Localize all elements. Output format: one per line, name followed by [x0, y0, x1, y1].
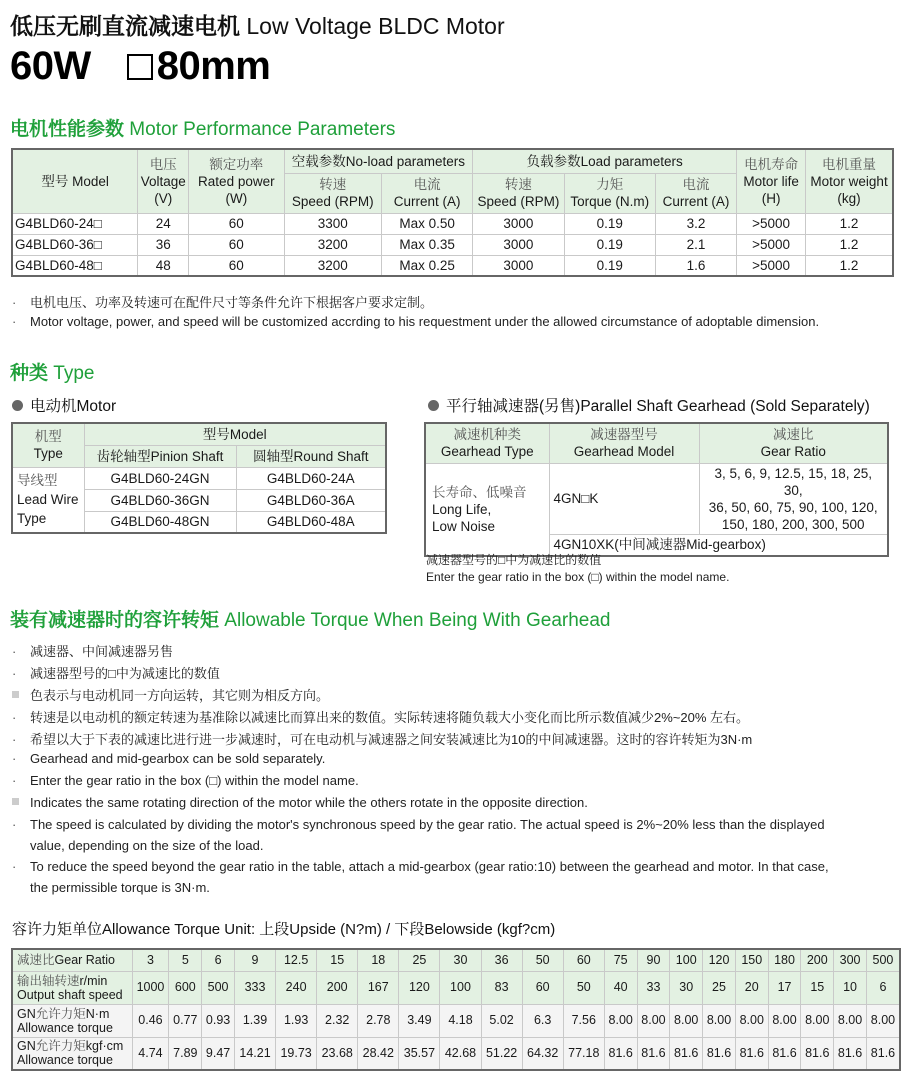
torque-nm-cell: 8.00 — [637, 1004, 670, 1037]
motor-header-model: 型号Model — [84, 423, 386, 445]
gray-square-icon — [12, 798, 19, 805]
gear-header-model: 减速器型号 Gearhead Model — [549, 423, 699, 463]
ratio-cell: 5 — [169, 949, 202, 971]
torque-note: · 减速器型号的□中为减速比的数值 — [12, 666, 220, 681]
torque-nm-cell: 0.93 — [202, 1004, 235, 1037]
section-type-en: Type — [53, 363, 95, 384]
bullet-dot-icon: · — [12, 644, 17, 659]
torque-table — [11, 948, 901, 1071]
table-row — [12, 213, 893, 234]
table-row — [12, 234, 893, 255]
pinion-model: G4BLD60-36GN — [84, 489, 236, 511]
ratio-cell: 30 — [440, 949, 481, 971]
ratio-cell: 6 — [202, 949, 235, 971]
cell-l-speed: 3000 — [473, 234, 564, 255]
torque-nm-cell: 4.18 — [440, 1004, 481, 1037]
ratio-cell: 75 — [604, 949, 637, 971]
ratio-cell: 9 — [234, 949, 275, 971]
torque-note: · 减速器、中间减速器另售 — [12, 644, 174, 659]
header-l-current: 电流 Current (A) — [655, 173, 736, 213]
page-title — [10, 8, 505, 41]
header-l-speed: 转速 Speed (RPM) — [473, 173, 564, 213]
frame-size: 80mm — [156, 44, 271, 88]
cell-nl-speed: 3300 — [284, 213, 381, 234]
section-performance-heading — [10, 114, 395, 141]
bullet-dot-icon: · — [12, 773, 17, 788]
speed-cell: 6 — [866, 971, 900, 1004]
torque-note: value, depending on the size of the load. — [30, 838, 264, 853]
torque-kgf-cell: 35.57 — [399, 1037, 440, 1070]
torque-note: · Enter the gear ratio in the box (□) within the model name. — [12, 773, 359, 788]
speed-cell: 33 — [637, 971, 670, 1004]
cell-nl-current: Max 0.25 — [381, 255, 472, 276]
performance-table — [11, 148, 894, 277]
torque-nm-cell: 8.00 — [670, 1004, 703, 1037]
cell-l-torque: 0.19 — [564, 255, 655, 276]
spec-headline — [10, 44, 270, 89]
cell-nl-current: Max 0.35 — [381, 234, 472, 255]
torque-note: · To reduce the speed beyond the gear ratio in the table, attach a mid-gearbox (gear ratio:10) between the gearhead and motor. In that case, — [12, 859, 829, 874]
gear-header-ratio: 减速比 Gear Ratio — [699, 423, 888, 463]
header-nl-current: 电流 Current (A) — [381, 173, 472, 213]
perf-note-cn: · 电机电压、功率及转速可在配件尺寸等条件允许下根据客户要求定制。 — [12, 295, 434, 310]
torque-kgf-cell: 81.6 — [637, 1037, 670, 1070]
bullet-dot-icon: · — [12, 666, 17, 681]
power-rating: 60W — [10, 44, 91, 88]
header-weight: 电机重量 Motor weight (kg) — [806, 149, 893, 213]
speed-cell: 40 — [604, 971, 637, 1004]
section-torque-heading — [10, 605, 611, 632]
pinion-model: G4BLD60-48GN — [84, 511, 236, 533]
torque-nm-cell: 7.56 — [563, 1004, 604, 1037]
torque-kgf-cell: 28.42 — [358, 1037, 399, 1070]
perf-note-en: · Motor voltage, power, and speed will be customized accrding to his requestment under the allowed circumstance of adoptable dimension. — [12, 314, 820, 329]
torque-kgf-cell: 9.47 — [202, 1037, 235, 1070]
torque-kgf-row — [12, 1037, 900, 1070]
gear-model: 4GN□K — [549, 463, 699, 534]
ratio-cell: 200 — [801, 949, 834, 971]
torque-kgf-cell: 81.6 — [834, 1037, 867, 1070]
speed-cell: 100 — [440, 971, 481, 1004]
gear-note-en: Enter the gear ratio in the box (□) within the model name. — [426, 570, 730, 584]
torque-kgf-cell: 7.89 — [169, 1037, 202, 1070]
torque-kgf-cell: 4.74 — [132, 1037, 169, 1070]
cell-weight: 1.2 — [806, 255, 893, 276]
table-row — [12, 467, 386, 489]
torque-nm-cell: 3.49 — [399, 1004, 440, 1037]
speed-row — [12, 971, 900, 1004]
header-voltage: 电压 Voltage (V) — [138, 149, 189, 213]
ratio-cell: 50 — [522, 949, 563, 971]
speed-cell: 50 — [563, 971, 604, 1004]
torque-note: · The speed is calculated by dividing the motor's synchronous speed by the gear ratio. The actual speed is 2%~20% less than the displayed — [12, 817, 825, 832]
torque-nm-cell: 8.00 — [768, 1004, 801, 1037]
header-load: 负载参数Load parameters — [473, 149, 737, 173]
header-l-torque: 力矩 Torque (N.m) — [564, 173, 655, 213]
torque-kgf-cell: 81.6 — [768, 1037, 801, 1070]
header-model: 型号 Model — [12, 149, 138, 213]
cell-l-torque: 0.19 — [564, 234, 655, 255]
torque-nm-cell: 6.3 — [522, 1004, 563, 1037]
speed-cell: 240 — [276, 971, 317, 1004]
bullet-dot-icon: · — [12, 751, 17, 766]
cell-weight: 1.2 — [806, 213, 893, 234]
cell-model: G4BLD60-48□ — [12, 255, 138, 276]
performance-header-row — [12, 149, 893, 173]
torque-kgf-row-label: GN允许力矩kgf·cm Allowance torque — [12, 1037, 132, 1070]
torque-note: the permissible torque is 3N·m. — [30, 880, 210, 895]
speed-row-label: 输出轴转速r/min Output shaft speed — [12, 971, 132, 1004]
ratio-cell: 12.5 — [276, 949, 317, 971]
torque-nm-cell: 8.00 — [703, 1004, 736, 1037]
cell-voltage: 24 — [138, 213, 189, 234]
cell-weight: 1.2 — [806, 234, 893, 255]
torque-kgf-cell: 81.6 — [866, 1037, 900, 1070]
torque-nm-cell: 1.93 — [276, 1004, 317, 1037]
torque-nm-cell: 8.00 — [834, 1004, 867, 1037]
round-model: G4BLD60-36A — [236, 489, 386, 511]
speed-cell: 17 — [768, 971, 801, 1004]
gearhead-subheading: 平行轴减速器(另售)Parallel Shaft Gearhead (Sold Separately) — [428, 394, 870, 416]
speed-cell: 30 — [670, 971, 703, 1004]
torque-kgf-cell: 77.18 — [563, 1037, 604, 1070]
bullet-dot-icon: · — [12, 817, 17, 832]
torque-note: 色表示与电动机同一方向运转，其它则为相反方向。 — [12, 685, 329, 704]
ratio-cell: 500 — [866, 949, 900, 971]
speed-cell: 167 — [358, 971, 399, 1004]
ratio-row-label: 减速比Gear Ratio — [12, 949, 132, 971]
torque-nm-cell: 8.00 — [801, 1004, 834, 1037]
header-power: 额定功率 Rated power (W) — [189, 149, 284, 213]
cell-nl-current: Max 0.50 — [381, 213, 472, 234]
ratio-cell: 120 — [703, 949, 736, 971]
gear-midgearbox: 4GN10XK(中间减速器Mid-gearbox) — [549, 534, 888, 556]
gearhead-table — [424, 422, 889, 557]
square-frame-icon — [127, 54, 153, 80]
table-row — [12, 255, 893, 276]
section-type-cn: 种类 — [10, 363, 49, 384]
speed-cell: 120 — [399, 971, 440, 1004]
speed-cell: 20 — [735, 971, 768, 1004]
section-performance-cn: 电机性能参数 — [10, 119, 125, 140]
ratio-cell: 180 — [768, 949, 801, 971]
torque-nm-cell: 1.39 — [234, 1004, 275, 1037]
ratio-cell: 60 — [563, 949, 604, 971]
motor-type-table — [11, 422, 387, 534]
gear-header-type: 减速机种类 Gearhead Type — [425, 423, 549, 463]
ratio-cell: 150 — [735, 949, 768, 971]
torque-note: · Gearhead and mid-gearbox can be sold separately. — [12, 751, 326, 766]
torque-nm-cell: 2.78 — [358, 1004, 399, 1037]
torque-kgf-cell: 14.21 — [234, 1037, 275, 1070]
torque-kgf-cell: 42.68 — [440, 1037, 481, 1070]
cell-life: >5000 — [737, 255, 806, 276]
cell-life: >5000 — [737, 234, 806, 255]
header-life: 电机寿命 Motor life (H) — [737, 149, 806, 213]
torque-note: · 转速是以电动机的额定转速为基准除以减速比而算出来的数值。实际转速将随负载大小变化而比所示数值减少2%~20% 左右。 — [12, 710, 750, 725]
torque-kgf-cell: 81.6 — [801, 1037, 834, 1070]
speed-cell: 200 — [317, 971, 358, 1004]
motor-header-pinion: 齿轮轴型Pinion Shaft — [84, 445, 236, 467]
motor-header-type: 机型 Type — [12, 423, 84, 467]
torque-kgf-cell: 51.22 — [481, 1037, 522, 1070]
round-model: G4BLD60-24A — [236, 467, 386, 489]
speed-cell: 10 — [834, 971, 867, 1004]
speed-cell: 60 — [522, 971, 563, 1004]
torque-kgf-cell: 64.32 — [522, 1037, 563, 1070]
ratio-cell: 90 — [637, 949, 670, 971]
speed-cell: 333 — [234, 971, 275, 1004]
torque-note: Indicates the same rotating direction of the motor while the others rotate in the opposite direction. — [12, 795, 588, 810]
bullet-dot-icon: · — [12, 732, 17, 747]
bullet-circle-icon — [428, 400, 439, 411]
bullet-circle-icon — [12, 400, 23, 411]
bullet-dot-icon: · — [12, 710, 17, 725]
gray-square-icon — [12, 691, 19, 698]
cell-model: G4BLD60-24□ — [12, 213, 138, 234]
pinion-model: G4BLD60-24GN — [84, 467, 236, 489]
ratio-cell: 3 — [132, 949, 169, 971]
section-torque-en: Allowable Torque When Being With Gearhead — [224, 610, 611, 631]
cell-l-current: 1.6 — [655, 255, 736, 276]
ratio-cell: 300 — [834, 949, 867, 971]
motor-header-round: 圆轴型Round Shaft — [236, 445, 386, 467]
ratio-cell: 15 — [317, 949, 358, 971]
header-nl-speed: 转速 Speed (RPM) — [284, 173, 381, 213]
motor-type-leadwire: 导线型 Lead Wire Type — [12, 467, 84, 533]
ratio-row — [12, 949, 900, 971]
motor-subheading: 电动机Motor — [12, 394, 116, 416]
gear-ratios: 3, 5, 6, 9, 12.5, 15, 18, 25, 30, 36, 50, 60, 75, 90, 100, 120, 150, 180, 200, 300, 500 — [699, 463, 888, 534]
ratio-cell: 25 — [399, 949, 440, 971]
torque-nm-cell: 8.00 — [604, 1004, 637, 1037]
cell-power: 60 — [189, 213, 284, 234]
gear-note-cn: 减速器型号的□中为减速比的数值 — [426, 553, 602, 567]
cell-power: 60 — [189, 234, 284, 255]
cell-l-speed: 3000 — [473, 213, 564, 234]
torque-kgf-cell: 81.6 — [670, 1037, 703, 1070]
header-noload: 空载参数No-load parameters — [284, 149, 473, 173]
speed-cell: 600 — [169, 971, 202, 1004]
cell-nl-speed: 3200 — [284, 234, 381, 255]
cell-model: G4BLD60-36□ — [12, 234, 138, 255]
cell-l-torque: 0.19 — [564, 213, 655, 234]
speed-cell: 15 — [801, 971, 834, 1004]
torque-unit-title: 容许力矩单位Allowance Torque Unit: 上段Upside (N?m) / 下段Belowside (kgf?cm) — [12, 921, 556, 938]
cell-l-speed: 3000 — [473, 255, 564, 276]
cell-voltage: 48 — [138, 255, 189, 276]
speed-cell: 500 — [202, 971, 235, 1004]
title-en: Low Voltage BLDC Motor — [246, 13, 505, 39]
torque-kgf-cell: 81.6 — [703, 1037, 736, 1070]
title-cn: 低压无刷直流减速电机 — [10, 13, 240, 39]
torque-nm-cell: 5.02 — [481, 1004, 522, 1037]
torque-note: · 希望以大于下表的减速比进行进一步减速时，可在电动机与减速器之间安装减速比为10的中间减速器。这时的容许转矩为3N·m — [12, 732, 753, 747]
cell-l-current: 2.1 — [655, 234, 736, 255]
bullet-dot-icon: · — [12, 859, 17, 874]
speed-cell: 25 — [703, 971, 736, 1004]
speed-cell: 83 — [481, 971, 522, 1004]
torque-kgf-cell: 81.6 — [735, 1037, 768, 1070]
cell-power: 60 — [189, 255, 284, 276]
cell-l-current: 3.2 — [655, 213, 736, 234]
section-torque-cn: 装有减速器时的容许转矩 — [10, 610, 220, 631]
torque-kgf-cell: 81.6 — [604, 1037, 637, 1070]
speed-cell: 1000 — [132, 971, 169, 1004]
cell-voltage: 36 — [138, 234, 189, 255]
ratio-cell: 36 — [481, 949, 522, 971]
cell-nl-speed: 3200 — [284, 255, 381, 276]
section-type-heading — [10, 358, 95, 385]
torque-nm-row — [12, 1004, 900, 1037]
ratio-cell: 18 — [358, 949, 399, 971]
cell-life: >5000 — [737, 213, 806, 234]
gear-type-longlife: 长寿命、低噪音 Long Life, Low Noise — [425, 463, 549, 556]
torque-nm-cell: 8.00 — [866, 1004, 900, 1037]
section-performance-en: Motor Performance Parameters — [129, 119, 396, 140]
torque-kgf-cell: 23.68 — [317, 1037, 358, 1070]
torque-kgf-cell: 19.73 — [276, 1037, 317, 1070]
torque-nm-cell: 0.77 — [169, 1004, 202, 1037]
torque-nm-row-label: GN允许力矩N·m Allowance torque — [12, 1004, 132, 1037]
round-model: G4BLD60-48A — [236, 511, 386, 533]
torque-nm-cell: 2.32 — [317, 1004, 358, 1037]
ratio-cell: 100 — [670, 949, 703, 971]
torque-nm-cell: 0.46 — [132, 1004, 169, 1037]
torque-nm-cell: 8.00 — [735, 1004, 768, 1037]
